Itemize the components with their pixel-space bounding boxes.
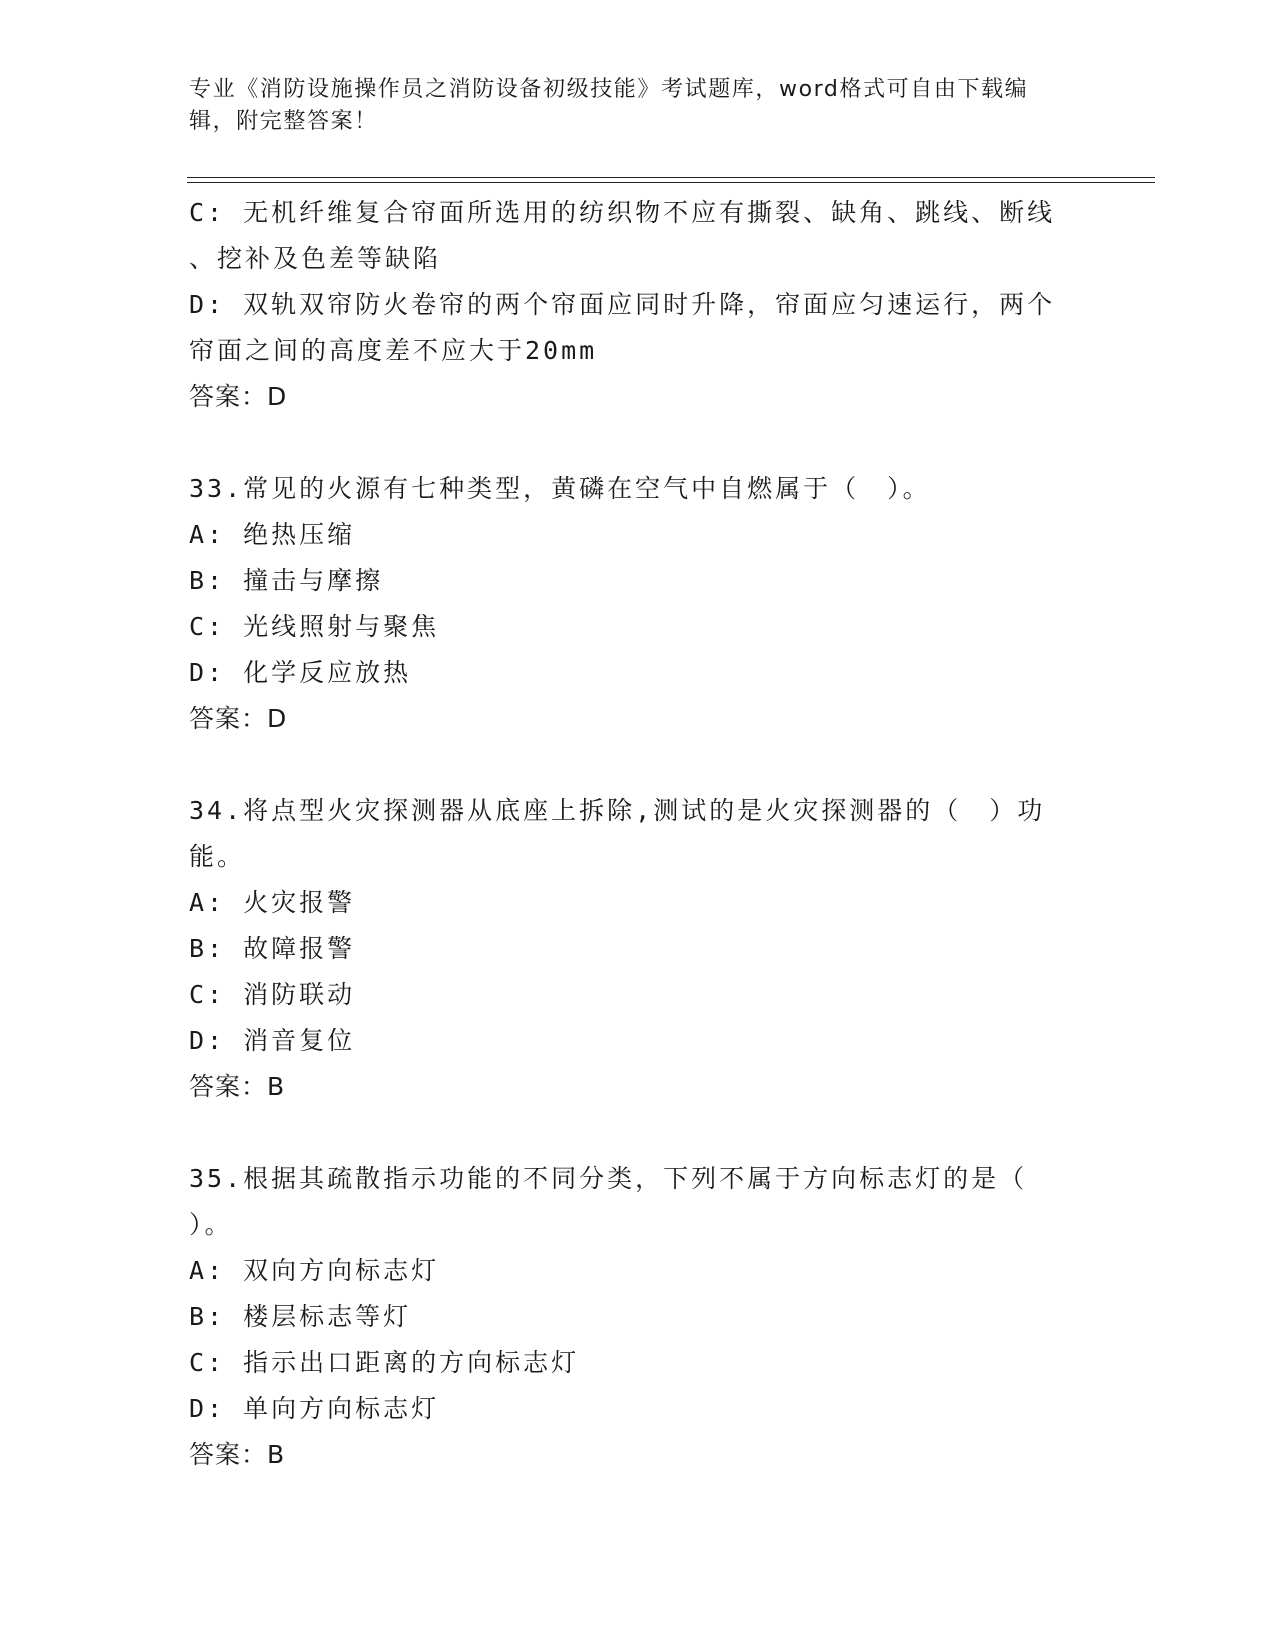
option-c-line-2: 、挖补及色差等缺陷 [189,244,442,273]
question-34 [189,788,1089,1110]
question-35 [189,1156,1089,1478]
option-d: D: 消音复位 [189,1026,356,1055]
header-line-2: 辑，附完整答案！ [189,109,378,134]
question-content [189,190,1089,1478]
answer-label: 答案：D [189,382,288,411]
option-b: B: 楼层标志等灯 [189,1302,412,1331]
spacer [189,1110,1089,1156]
option-a: A: 火灾报警 [189,888,356,917]
question-text-line-1: 34.将点型火灾探测器从底座上拆除,测试的是火灾探测器的（ ）功 [189,796,1046,825]
question-33 [189,466,1089,742]
spacer [189,420,1089,466]
spacer [189,742,1089,788]
answer-label: 答案：B [189,1072,286,1101]
option-a: A: 绝热压缩 [189,520,356,549]
option-d-line-2: 帘面之间的高度差不应大于20mm [189,336,598,365]
option-d: D: 化学反应放热 [189,658,412,687]
question-text: 33.常见的火源有七种类型，黄磷在空气中自燃属于（ ）。 [189,474,931,503]
header-line-1: 专业《消防设施操作员之消防设备初级技能》考试题库，word格式可自由下载编 [189,77,1029,102]
option-c-line-1: C: 无机纤维复合帘面所选用的纺织物不应有撕裂、缺角、跳线、断线 [189,198,1056,227]
option-c: C: 消防联动 [189,980,356,1009]
option-c: C: 光线照射与聚焦 [189,612,440,641]
option-b: B: 撞击与摩擦 [189,566,384,595]
question-text-line-2: 能。 [189,842,246,871]
document-header [189,74,1089,138]
header-divider-top [187,177,1155,178]
option-b: B: 故障报警 [189,934,356,963]
option-d-line-1: D: 双轨双帘防火卷帘的两个帘面应同时升降，帘面应匀速运行，两个 [189,290,1056,319]
answer-label: 答案：D [189,704,288,733]
previous-question-continuation [189,190,1089,420]
option-a: A: 双向方向标志灯 [189,1256,440,1285]
header-divider-bottom [187,182,1155,183]
option-c: C: 指示出口距离的方向标志灯 [189,1348,580,1377]
question-text-line-2: ）。 [189,1210,233,1239]
option-d: D: 单向方向标志灯 [189,1394,440,1423]
answer-label: 答案：B [189,1440,286,1469]
question-text-line-1: 35.根据其疏散指示功能的不同分类，下列不属于方向标志灯的是（ [189,1164,1028,1193]
